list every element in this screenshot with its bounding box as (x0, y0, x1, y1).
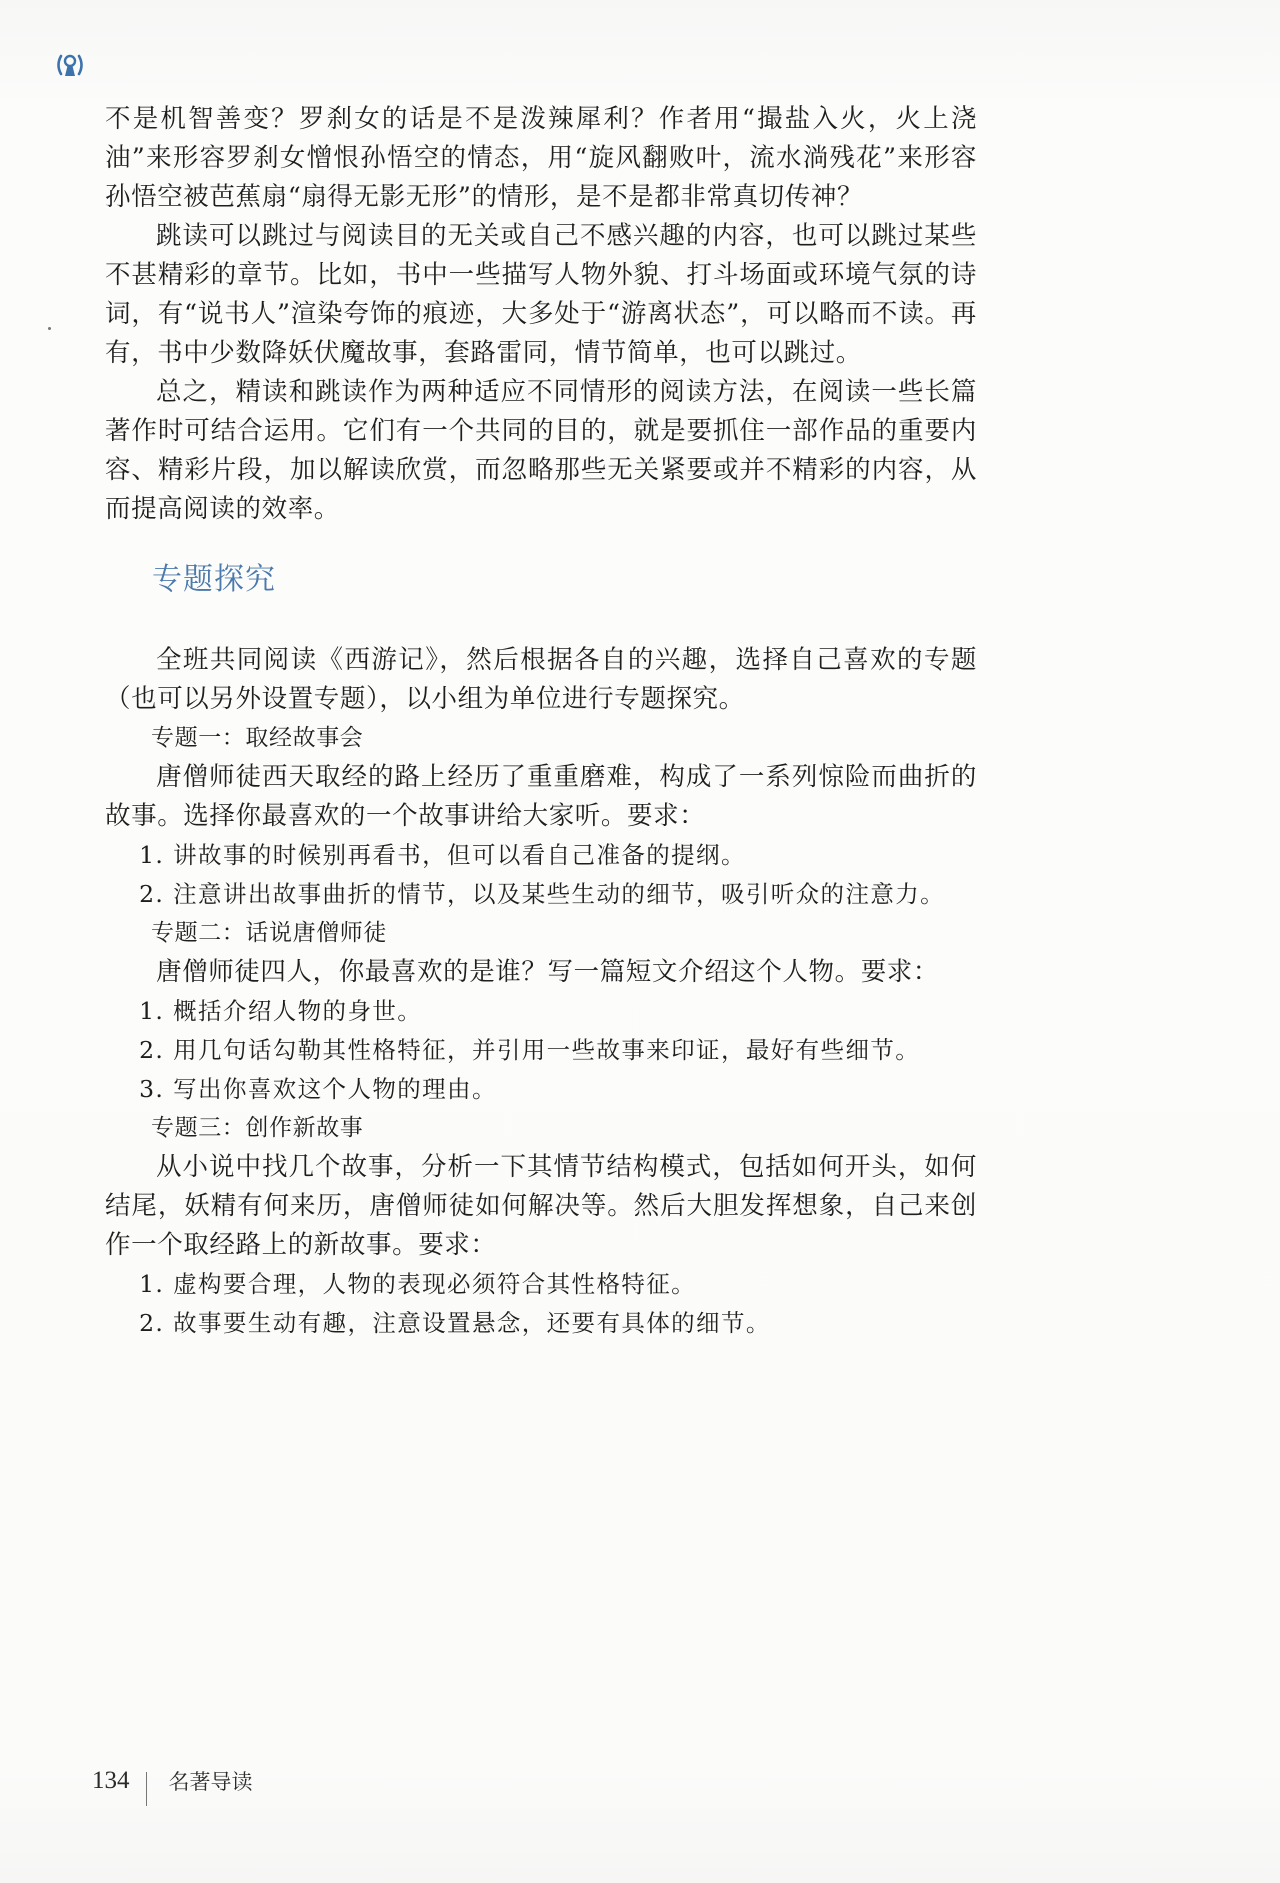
paragraph-skimming: 跳读可以跳过与阅读目的无关或自己不感兴趣的内容，也可以跳过某些不甚精彩的章节。比如，书中一些描写人物外貌、打斗场面或环境气氛的诗词，有“说书人”渲染夸饰的痕迹，大多处于“游离状态”，可以略而不读。再有，书中少数降妖伏魔故事，套路雷同，情节简单，也可以跳过。 (105, 221, 977, 368)
page-number: 134 (92, 1767, 130, 1794)
topic-title: 专题三：创作新故事 (151, 1115, 364, 1141)
section-intro: 全班共同阅读《西游记》，然后根据各自的兴趣，选择自己喜欢的专题（也可以另外设置专题），以小组为单位进行专题探究。 (105, 645, 977, 714)
paragraph-continued: 不是机智善变？罗刹女的话是不是泼辣犀利？作者用“撮盐入火，火上浇油”来形容罗刹女憎恨孙悟空的情态，用“旋风翻败叶，流水淌残花”来形容孙悟空被芭蕉扇“扇得无影无形”的情形，是不是都非常真切传神？ (105, 104, 977, 212)
topic-description: 从小说中找几个故事，分析一下其情节结构模式，包括如何开头，如何结尾，妖精有何来历，唐僧师徒如何解决等。然后大胆发挥想象，自己来创作一个取经路上的新故事。要求： (105, 1152, 977, 1260)
section-heading: 专题探究 (152, 562, 276, 597)
footer-divider (146, 1772, 147, 1806)
topic-inquiry-section (105, 641, 977, 1343)
topic-description: 唐僧师徒四人，你最喜欢的是谁？写一篇短文介绍这个人物。要求： (156, 957, 940, 987)
topic-1 (105, 719, 977, 914)
book-title: 名著导读 (168, 1770, 253, 1794)
scan-speck (48, 327, 51, 330)
topic-3 (105, 1109, 977, 1343)
requirement-item: 2. 用几句话勾勒其性格特征，并引用一些故事来印证，最好有些细节。 (139, 1036, 921, 1064)
requirement-item: 3. 写出你喜欢这个人物的理由。 (139, 1075, 497, 1103)
topic-title: 专题一：取经故事会 (151, 725, 364, 751)
reading-method-text (105, 100, 977, 529)
requirement-item: 1. 概括介绍人物的身世。 (139, 997, 423, 1025)
paragraph-summary: 总之，精读和跳读作为两种适应不同情形的阅读方法，在阅读一些长篇著作时可结合运用。它们有一个共同的目的，就是要抓住一部作品的重要内容、精彩片段，加以解读欣赏，而忽略那些无关紧要或并不精彩的内容，从而提高阅读的效率。 (105, 377, 977, 524)
topic-2 (105, 914, 977, 1109)
topic-description: 唐僧师徒西天取经的路上经历了重重磨难，构成了一系列惊险而曲折的故事。选择你最喜欢的一个故事讲给大家听。要求： (105, 762, 977, 831)
requirement-item: 2. 故事要生动有趣，注意设置悬念，还要有具体的细节。 (139, 1309, 771, 1337)
audio-broadcast-icon (55, 52, 85, 78)
requirement-item: 1. 讲故事的时候别再看书，但可以看自己准备的提纲。 (139, 841, 746, 869)
topic-title: 专题二：话说唐僧师徒 (151, 920, 387, 946)
requirement-item: 1. 虚构要合理，人物的表现必须符合其性格特征。 (139, 1270, 697, 1298)
page-footer (92, 1760, 253, 1802)
requirement-item: 2. 注意讲出故事曲折的情节，以及某些生动的细节，吸引听众的注意力。 (139, 880, 946, 908)
